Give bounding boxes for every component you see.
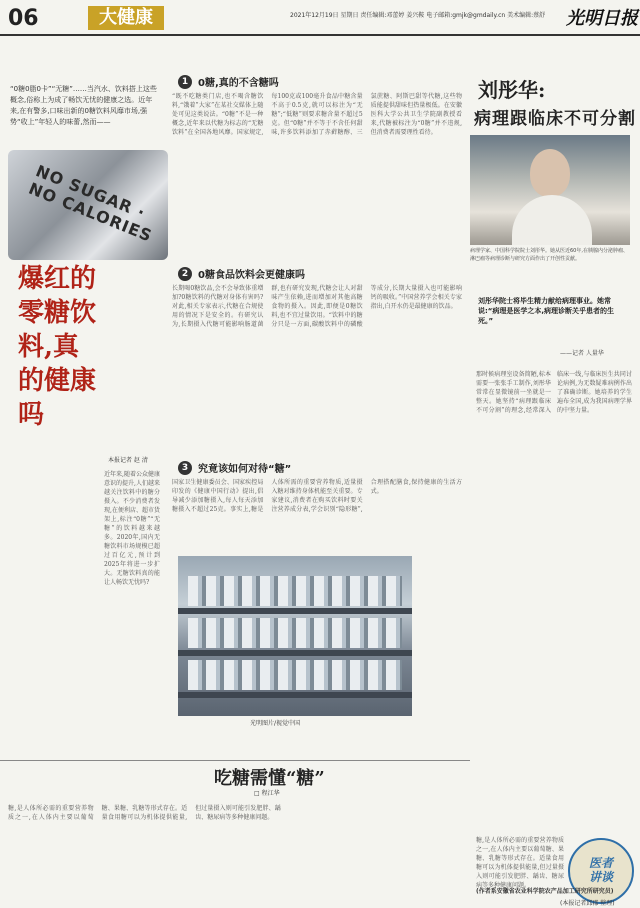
portrait-photo bbox=[470, 135, 630, 245]
bottom-headline: 吃糖需懂“糖” bbox=[214, 768, 325, 789]
section-number-3: 3 bbox=[178, 461, 192, 475]
left-body-text: 近年来,随着公众健康意识的提升,人们越来越关注饮料中的糖分摄入。不少消费者发现,在便利店、超市货架上,标注“0糖”“无糖”的饮料越来越多。2020年,国内无糖饮料市场规模已超过百亿元,预计到2025年将进一步扩大。无糖饮料真的能让人畅饮无忧吗? bbox=[104, 471, 160, 586]
feature-title-tagline: 病理跟临床不可分割 bbox=[474, 109, 636, 129]
header-divider bbox=[0, 34, 640, 36]
section-label: 大健康 bbox=[88, 6, 164, 30]
header-info: 2021年12月19日 星期日 责任编辑:邓蕾婷 姜兴鞍 电子邮箱:gmjk@gmdaily.cn 美术编辑:蔡舒 bbox=[290, 12, 546, 19]
photo-caption: 光明图片/视觉中国 bbox=[250, 720, 301, 727]
editor-note: (本报记者邱郡 整理) bbox=[560, 900, 615, 907]
bottom-body-text-right: 糖,是人体所必需的重要营养物质之一,在人体内主要以葡萄糖、果糖、乳糖等形式存在。适量食用糖可以为机体提供能量,但过量摄入则可能引发肥胖、龋齿、糖尿病等多种健康问题。 bbox=[476, 837, 564, 889]
page-number: 06 bbox=[8, 6, 39, 31]
column-tag-label: 医者讲谈 bbox=[588, 856, 613, 884]
section-heading-3 bbox=[178, 460, 291, 475]
main-headline: 爆红的零糖饮料,真的健康吗 bbox=[18, 264, 97, 430]
newspaper-logo: 光明日报 bbox=[566, 8, 638, 29]
supermarket-shelf-photo bbox=[178, 556, 412, 716]
bottom-divider bbox=[0, 760, 470, 761]
intro-text: “0糖0脂0卡”“无糖”……当汽水、饮料搭上这些概念,俗称上为成了畅饮无忧的健康之选。近年来,在有警多,口味出新的0糖饮料风靡市场,强势“收上”年轻人的味蕾,然而—— bbox=[10, 85, 157, 126]
section-heading-1 bbox=[178, 74, 279, 89]
byline: 本报记者 赵 清 bbox=[108, 457, 148, 464]
section-number-1: 1 bbox=[178, 75, 192, 89]
section-title-1: 0糖,真的不含糖吗 bbox=[198, 78, 279, 89]
section-title-2: 0糖食品饮料会更健康吗 bbox=[198, 270, 305, 281]
feature-title-name: 刘彤华: bbox=[478, 78, 546, 102]
can-label: NO SUGAR · NO CALORIES bbox=[25, 161, 156, 246]
bottom-byline: □ 程江华 bbox=[254, 790, 280, 797]
section-heading-2 bbox=[178, 266, 305, 281]
section-number-2: 2 bbox=[178, 267, 192, 281]
section-text-3: 国家卫生健康委员会、国家疾控局印发的《健康中国行动》提出,倡导减少添加糖摄入,每人每天添加糖摄入不超过25克。事实上,糖是人体所需的重要营养物质,适量摄入糖对维持身体机能至关重要。专家建议,消费者在购买饮料时要关注营养成分表,学会识别“隐形糖”,合理搭配膳食,保持健康的生活方式。 bbox=[172, 479, 462, 513]
portrait-caption: 病理学家、中国科学院院士刘彤华。她从医近60年,在胰腺内分泌肿瘤、淋巴瘤等病理诊断与研究方面作出了开创性贡献。 bbox=[470, 248, 628, 262]
bottom-body-text: 糖,是人体所必需的重要营养物质之一,在人体内主要以葡萄糖、果糖、乳糖等形式存在。适量食用糖可以为机体提供能量,但过量摄入则可能引发肥胖、龋齿、糖尿病等多种健康问题。 bbox=[8, 805, 281, 821]
section-text-2: 长期喝0糖饮品,会不会导致体重增加?0糖饮料的代糖对身体有害吗?对此,相关专家表示,代糖在合规使用的情况下是安全的。有研究认为,长期摄入代糖可能影响肠道菌群,也有研究发现,代糖会让人对甜味产生依赖,进而增加对其他高糖食物的摄入。因此,即便是0糖饮料,也不宜过量饮用。“饮料中的糖分只是一方面,碳酸饮料中的磷酸等成分,长期大量摄入也可能影响钙的吸收。”中国营养学会相关专家指出,白开水仍是最健康的饮品。 bbox=[172, 285, 462, 328]
soda-can-image bbox=[8, 150, 168, 260]
section-title-3: 究竟该如何对待“糖” bbox=[198, 464, 292, 475]
feature-body-text: 那时候病理室设备简陋,标本需要一张张手工制作,刘彤华常常在显微镜前一坐就是一整天。她坚持“病理跟临床不可分割”的理念,经常深入临床一线,与临床医生共同讨论病例,为无数疑难病例作出了准确诊断。她培养的学生遍布全国,成为我国病理学界的中坚力量。 bbox=[476, 371, 632, 414]
section-text-1: “既不吃糖类门店,也不喝含糖饮料,“饿着”大家”在某社交媒体上随处可见这类说法。“0糖”不是一种概念,近年来以代糖为标志的“无糖饮料”在全国各地风靡。国家规定,每100克或100毫升食品中糖含量不高于0.5克,就可以标注为“无糖”;“低糖”则要求糖含量不超过5克。但“0糖”并不等于不含任何甜味,许多饮料添加了赤藓糖醇、三氯蔗糖、阿斯巴甜等代糖,这些物质能提供甜味但热量极低。在安徽医科大学公共卫生学院副教授看来,代糖被标注为“0糖”并不违规,但消费者需要理性看待。 bbox=[172, 93, 462, 136]
pull-quote: 刘彤华院士将毕生精力献给病理事业。她常说:“病理是医学之本,病理诊断关乎患者的生死。” bbox=[478, 297, 615, 325]
author-note: (作者系安徽省农业科学院农产品加工研究所研究员) bbox=[476, 888, 614, 895]
quote-author: ——记者 人量华 bbox=[560, 350, 604, 357]
